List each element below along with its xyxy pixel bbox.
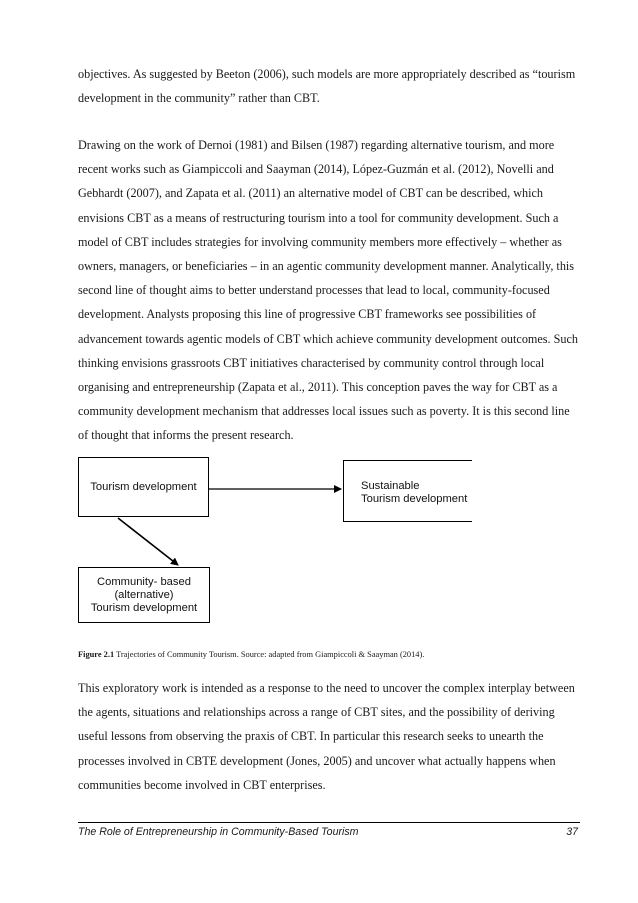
diagram-label-community-based: Community- based (97, 575, 191, 588)
figure-caption (78, 649, 578, 661)
page-number: 37 (566, 826, 578, 838)
footer-divider (78, 822, 580, 823)
arrow-to-community-based (118, 518, 178, 565)
diagram-box-community-based-tourism (78, 567, 210, 623)
figure-caption-text: Trajectories of Community Tourism. Source: adapted from Giampiccoli & Saayman (2014). (114, 650, 425, 659)
diagram-label-sustainable: Sustainable (361, 480, 420, 492)
diagram-label-sustainable-tourism-development: Tourism development (361, 493, 468, 505)
diagram-box-sustainable-tourism (343, 460, 472, 522)
diagram-box-tourism-development (78, 457, 209, 517)
paragraph-exploratory-work: This exploratory work is intended as a response to the need to uncover the complex interplay between the agents, situations and relationships across a range of CBT sites, and the possibility of deriving useful lessons from observing the praxis of CBT. In particular this research seeks to unearth the processes involved in CBTE development (Jones, 2005) and uncover what actually happens when communities become involved in CBT enterprises. (78, 681, 575, 792)
diagram-label-cbt-tourism-development: Tourism development (90, 601, 198, 614)
diagram-label-tourism-development: Tourism development (90, 480, 197, 493)
diagram-label-alternative: (alternative) (114, 588, 174, 601)
footer-title: The Role of Entrepreneurship in Community-Based Tourism (78, 826, 359, 838)
figure-caption-label: Figure 2.1 (78, 650, 115, 659)
paragraph-intro: objectives. As suggested by Beeton (2006), such models are more appropriately described as “tourism development in the community” rather than CBT. (78, 67, 576, 106)
paragraph-alternative-model: Drawing on the work of Dernoi (1981) and Bilsen (1987) regarding alternative tourism, and more recent works such as Giampiccoli and Saayman (2014), López-Guzmán et al. (2012), Novelli and Gebhardt (2007), and Zapata et al. (2011) an alternative model of CBT can be described, which envisions CBT as a means of restructuring tourism into a tool for community development. Such a model of CBT includes strategies for involving community members more effectively – whether as owners, managers, or beneficiaries – in an agentic community development manner. Analytically, this second line of thought aims to better understand processes that lead to local, community-focused development. Analysts proposing this line of progressive CBT frameworks see possibilities of advancement towards agentic models of CBT which achieve community development outcomes. Such thinking envisions grassroots CBT initiatives characterised by community control through local organising and entrepreneurship (Zapata et al., 2011). This conception paves the way for CBT as a community development mechanism that addresses local issues such as poverty. It is this second line of thought that informs the present research. (78, 138, 579, 443)
